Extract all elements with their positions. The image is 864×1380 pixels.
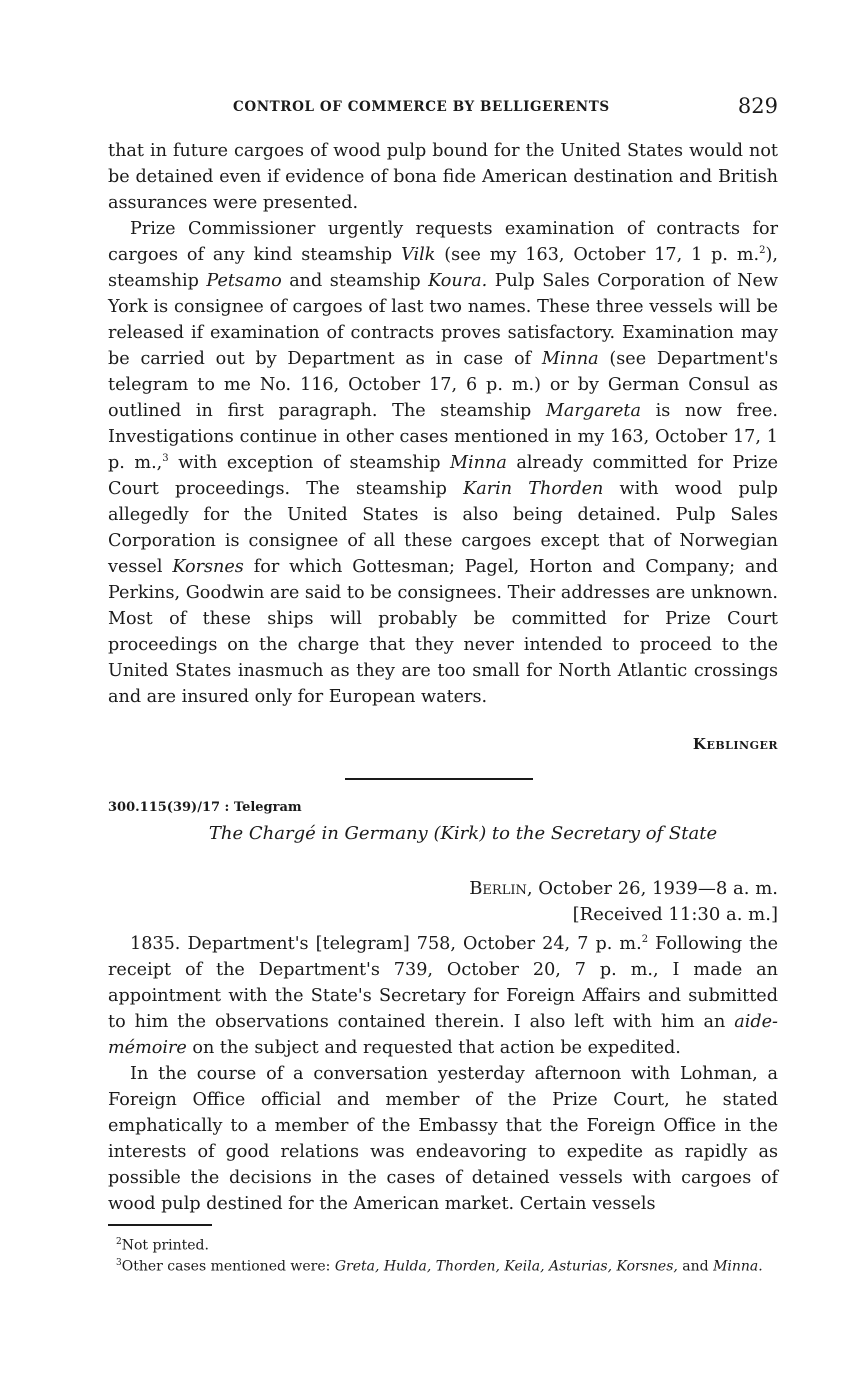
ship-name: Minna [450,453,507,473]
section-divider [345,778,533,780]
footnote-3 [108,1255,778,1276]
date-line [469,876,778,902]
telegram-paragraph-2: In the course of a conversation yesterday afternoon with Lohman, a Foreign Office official and member of the Prize Court, he stated emphatically to a member of the Embassy that the Foreign Office in the interests of good relations was endeavoring to expedite as rapidly as possible the decisions in the cases of detained vessels with cargoes of wood pulp destined for the American market. Certain vessels [108,1064,778,1214]
text-segment: (see Department's telegram to me No. 116, October 17, 6 p. m.) or by German Consul as outlined in first paragraph. The steamship [108,349,779,421]
prize-commissioner-paragraph [108,216,778,710]
italic-term: aide-mémoire [108,1012,778,1058]
footnote-2 [108,1234,778,1255]
footnote-ref: 2 [759,245,766,257]
ship-name: Koura. [428,271,488,291]
footnote-rule [108,1224,212,1226]
continued-paragraph: that in future cargoes of wood pulp bound for the United States would not be detained even if evidence of bona fide American destination and British assurances were presented. [108,141,778,213]
text-segment: is now free. Investigations continue in other cases mentioned in my 163, October 17, 1 p. m., [108,401,778,473]
footnote-mark: 3 [116,1257,122,1268]
date-text: , October 26, 1939—8 a. m. [526,878,778,899]
footnote-text: and [677,1258,714,1275]
footnote-text: Other cases mentioned were: [121,1258,335,1275]
ship-name: Karin Thorden [463,479,604,499]
footnote-mark: 2 [116,1237,122,1247]
text-segment: Prize Commissioner urgently requests examination of contracts for cargoes of any kind steamship [108,219,778,265]
text-segment: Pulp Sales Corporation of New York is consignee of cargoes of last two names. These three vessels will be released if examination of contracts proves satisfactory. Examination may be carried out by Department as in case of [108,271,779,369]
footnote-text: Not printed. [121,1237,209,1254]
text-segment: for which Gottesman; Pagel, Horton and Company; and Perkins, Goodwin are said to be consignees. Their addresses are unknown. Most of these ships will probably be committed for Prize Court proceedings on the charge that they never intended to proceed to the United States inasmuch as they are too small for North Atlantic crossings and are insured only for European waters. [108,557,778,707]
ship-name: Margareta [545,401,641,421]
ship-name: Vilk [401,245,436,265]
signature: Keblinger [692,735,778,753]
ship-name: Petsamo [206,271,282,291]
telegram-paragraph-1 [108,931,778,1061]
place-name: Berlin [469,878,527,899]
footnote-ref: 2 [641,934,649,946]
file-number: 300.115(39)/17 : Telegram [108,800,302,815]
page-header [108,94,778,122]
page-number: 829 [737,94,778,118]
ship-name: Minna [541,349,599,369]
telegram-body [108,931,778,1217]
text-segment: ), steamship [108,245,778,291]
text-segment: Following the receipt of the Department's 739, October 20, 7 p. m., I made an appointment with the State's Secretary for Foreign Affairs and submitted to him the observations contained therein. I also left with him an [108,934,778,1032]
dateline [469,876,778,928]
ship-list: Greta, Hulda, Thorden, Keila, Asturias, Korsnes, [334,1258,678,1275]
received-line: [Received 11:30 a. m.] [572,904,778,925]
text-segment: 1835. Department's [telegram] 758, October 24, 7 p. m. [130,934,642,954]
running-title: CONTROL OF COMMERCE BY BELLIGERENTS [233,99,610,115]
text-segment: on the subject and requested that action be expedited. [186,1038,681,1058]
text-segment: (see my 163, October 17, 1 p. m. [435,245,760,265]
text-segment: already committed for Prize Court proceedings. The steamship [108,453,778,499]
top-text-block [108,138,778,710]
document-title: The Chargé in Germany (Kirk) to the Secretary of State [208,823,718,844]
ship-name: Minna. [713,1258,763,1275]
text-segment: and steamship [281,271,429,291]
footnote-ref: 3 [162,453,169,465]
footnotes [108,1234,778,1275]
text-segment: with wood pulp allegedly for the United States is also being detained. Pulp Sales Corporation is consignee of all these cargoes except that of Norwegian vessel [108,479,778,577]
ship-name: Korsnes [172,557,244,577]
text-segment: with exception of steamship [168,453,451,473]
